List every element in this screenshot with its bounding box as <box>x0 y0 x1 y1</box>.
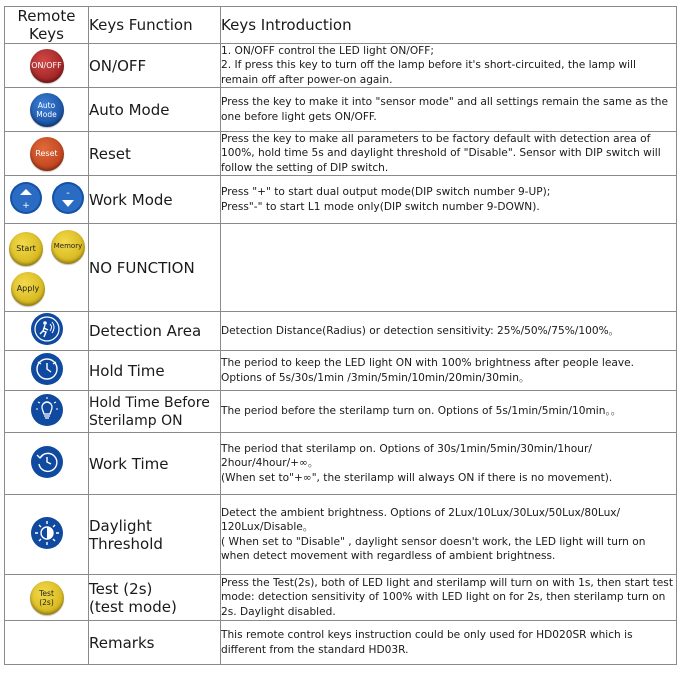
table-row <box>5 621 677 665</box>
key-introduction: This remote control keys instruction could be only used for HD020SR which is different from the standard HD03R. <box>221 621 677 665</box>
key-function: NO FUNCTION <box>89 224 221 312</box>
memory-button: Memory <box>51 230 85 264</box>
key-introduction <box>221 224 677 312</box>
hold-time-icon <box>30 352 64 386</box>
key-introduction: The period to keep the LED light ON with 100% brightness after people leave. Options of 5s/30s/1min /3min/5min/10min/20min/30min。 <box>221 351 677 391</box>
key-function: ON/OFF <box>89 44 221 88</box>
table-row <box>5 44 677 88</box>
minus-button-icon <box>51 181 85 215</box>
header-remote-keys: Remote Keys <box>5 7 89 44</box>
key-introduction: Press the key to make all parameters to be factory default with detection area of 100%, hold time 5s and daylight threshold of "Disable". Sensor with DIP switch will follow the setting of DIP switch. <box>221 132 677 176</box>
start-button: Start <box>9 232 43 266</box>
key-introduction: The period that sterilamp on. Options of 30s/1min/5min/30min/1hour/ 2hour/4hour/+∞。 (When set to"+∞", the sterilamp will always ON if there is no movement). <box>221 433 677 495</box>
key-introduction: Press the Test(2s), both of LED light and sterilamp will turn on with 1s, then start test mode: detection sensitivity of 100% with LED light on for 2s, then sterilamp turn on 2s. Daylight disabled. <box>221 575 677 621</box>
start-memory-apply-buttons <box>5 230 89 306</box>
header-keys-introduction: Keys Introduction <box>221 7 677 44</box>
key-function: Work Mode <box>89 176 221 224</box>
key-introduction: Press the key to make it into "sensor mode" and all settings remain the same as the one before light gets ON/OFF. <box>221 88 677 132</box>
key-introduction: Detection Distance(Radius) or detection sensitivity: 25%/50%/75%/100%。 <box>221 312 677 351</box>
remote-keys-table <box>4 6 677 665</box>
hold-time-before-sterilamp-icon <box>30 393 64 427</box>
plus-minus-buttons <box>9 181 85 215</box>
table-row <box>5 88 677 132</box>
auto-mode-button: Auto Mode <box>30 93 64 127</box>
key-function: Daylight Threshold <box>89 495 221 575</box>
table-row <box>5 351 677 391</box>
key-function: Auto Mode <box>89 88 221 132</box>
header-keys-function: Keys Function <box>89 7 221 44</box>
table-row <box>5 433 677 495</box>
key-introduction: The period before the sterilamp turn on. Options of 5s/1min/5min/10min。。 <box>221 391 677 433</box>
svg-text:-: - <box>65 187 70 199</box>
table-row <box>5 495 677 575</box>
key-function: Remarks <box>89 621 221 665</box>
key-function: Hold Time <box>89 351 221 391</box>
key-function: Hold Time Before Sterilamp ON <box>89 391 221 433</box>
table-row <box>5 224 677 312</box>
table-row <box>5 575 677 621</box>
test-button: Test (2s) <box>30 581 64 615</box>
key-function: Reset <box>89 132 221 176</box>
key-function: Work Time <box>89 433 221 495</box>
table-row <box>5 176 677 224</box>
reset-button: Reset <box>30 137 64 171</box>
plus-button-icon <box>9 181 43 215</box>
key-function: Detection Area <box>89 312 221 351</box>
key-introduction: Press "+" to start dual output mode(DIP switch number 9-UP); Press"-" to start L1 mode only(DIP switch number 9-DOWN). <box>221 176 677 224</box>
svg-text:+: + <box>21 200 30 211</box>
table-row <box>5 132 677 176</box>
apply-button: Apply <box>11 272 45 306</box>
daylight-threshold-icon <box>30 516 64 550</box>
table-header-row <box>5 7 677 44</box>
key-function: Test (2s) (test mode) <box>89 575 221 621</box>
table-row <box>5 312 677 351</box>
key-introduction: Detect the ambient brightness. Options of 2Lux/10Lux/30Lux/50Lux/80Lux/ 120Lux/Disable。 ( When set to "Disable" , daylight sensor doesn't work, the LED light will turn on when detect movement with regardless of ambient brightness. <box>221 495 677 575</box>
work-time-icon <box>30 445 64 479</box>
on-off-button: ON/OFF <box>30 49 64 83</box>
detection-area-icon <box>30 312 64 346</box>
table-row <box>5 391 677 433</box>
key-introduction: 1. ON/OFF control the LED light ON/OFF; 2. If press this key to turn off the lamp before it's short-circuited, the lamp will remain off after power-on again. <box>221 44 677 88</box>
